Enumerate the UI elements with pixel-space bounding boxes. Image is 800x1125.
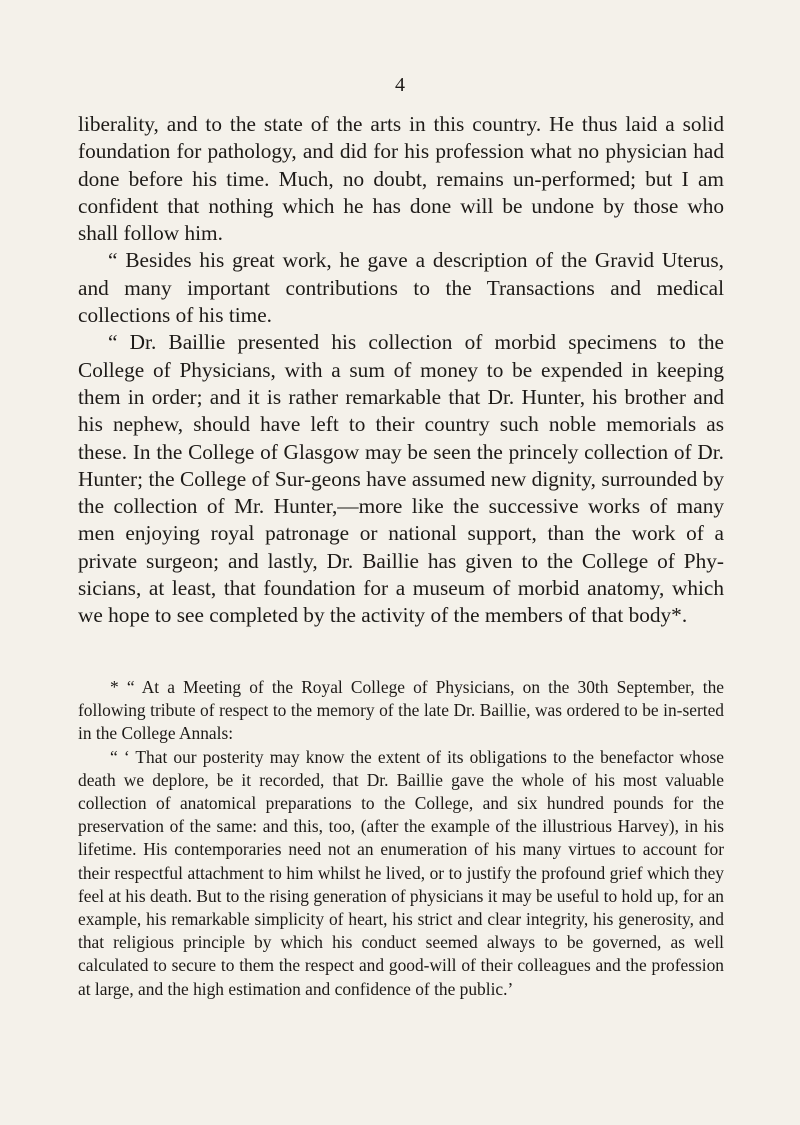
body-paragraph: “ Besides his great work, he gave a description of the Gravid Uterus, and many important contributions to the Transactions and medical collections of his time. [78, 248, 724, 328]
footnote [78, 676, 724, 1001]
footnote-paragraph: * “ At a Meeting of the Royal College of Physicians, on the 30th September, the following tribute of respect to the memory of the late Dr. Baillie, was ordered to be in-serted in the College Annals: [78, 677, 724, 744]
page-number: 4 [395, 74, 405, 96]
body-paragraph: liberality, and to the state of the arts in this country. He thus laid a solid foundation for pathology, and did for his profession what no physician had done before his time. Much, no doubt, remains un-performed; but I am confident that nothing which he has done will be undone by those who shall follow him. [78, 112, 724, 246]
footnote-paragraph: “ ‘ That our posterity may know the extent of its obligations to the benefactor whose death we deplore, be it recorded, that Dr. Baillie gave the whole of his most valuable collection of anatomical preparations to the College, and six hundred pounds for the preservation of the same: and this, too, (after the example of the illustrious Harvey), in his lifetime. His contemporaries need not an enumeration of his many virtues to account for their respectful attachment to him whilst he lived, or to justify the profound grief which they feel at his death. But to the rising generation of physicians it may be useful to hold up, for an example, his remarkable simplicity of heart, his strict and clear integrity, his generosity, and that religious principle by which his conduct seemed always to be governed, as well calculated to secure to them the respect and good-will of their colleagues and the profession at large, and the high estimation and confidence of the public.’ [78, 746, 724, 999]
main-text [78, 111, 724, 630]
body-paragraph: “ Dr. Baillie presented his collection of morbid specimens to the College of Physicians, with a sum of money to be expended in keeping them in order; and it is rather remarkable that Dr. Hunter, his brother and his nephew, should have left to their country such noble memorials as these. In the College of Glasgow may be seen the princely collection of Dr. Hunter; the College of Sur-geons have assumed new dignity, surrounded by the collection of Mr. Hunter,—more like the successive works of many men enjoying royal patronage or national support, than the work of a private surgeon; and lastly, Dr. Baillie has given to the College of Phy-sicians, at least, that foundation for a museum of morbid anatomy, which we hope to see completed by the activity of the members of that body*. [78, 330, 724, 628]
